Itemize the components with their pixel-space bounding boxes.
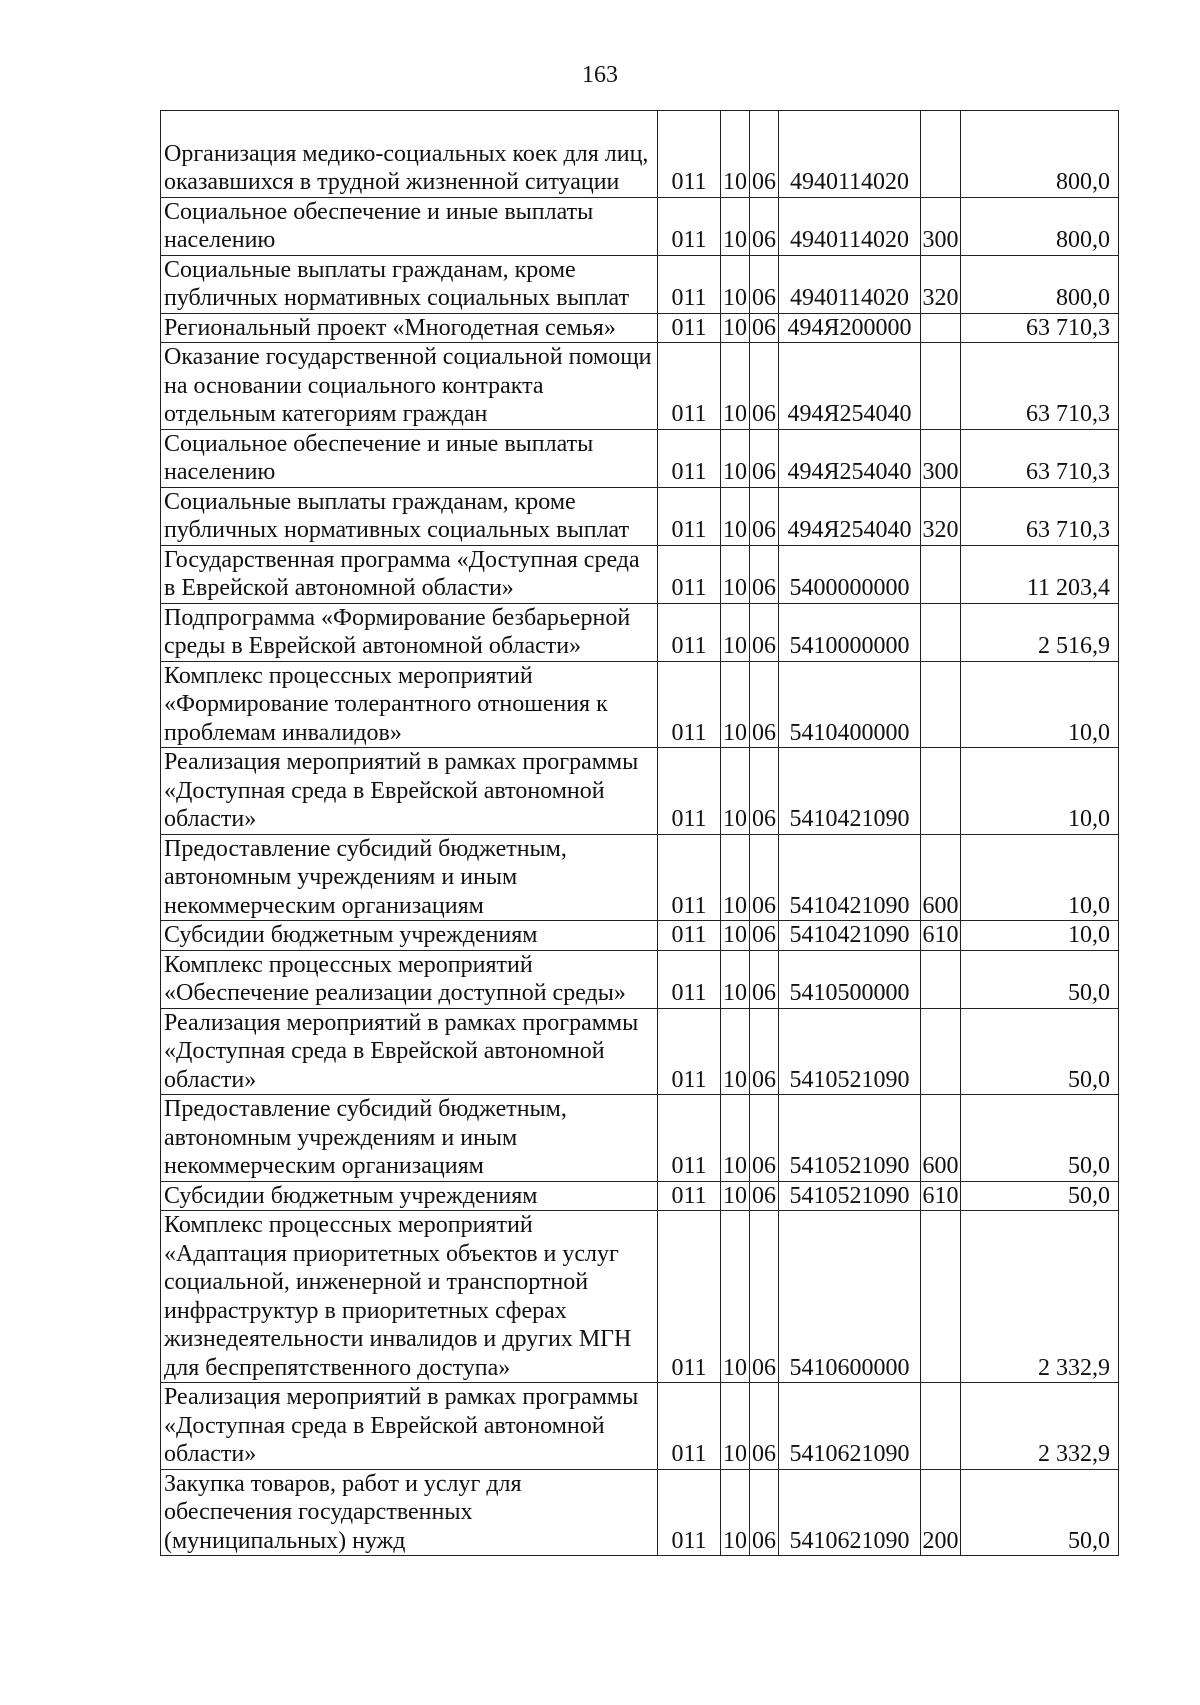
amount-cell: 10,0 <box>961 661 1119 748</box>
table-row <box>161 1181 1119 1211</box>
expense-type-code-cell <box>921 661 961 748</box>
section-code-cell: 10 <box>721 748 750 835</box>
table-row <box>161 197 1119 255</box>
table-row <box>161 834 1119 921</box>
subsection-code-cell: 06 <box>750 429 779 487</box>
row-name-cell: Субсидии бюджетным учреждениям <box>161 921 658 951</box>
expense-type-code-cell: 300 <box>921 429 961 487</box>
table-row <box>161 545 1119 603</box>
subsection-code-cell: 06 <box>750 1383 779 1470</box>
amount-cell: 50,0 <box>961 1181 1119 1211</box>
row-name-cell: Социальные выплаты гражданам, кроме публичных нормативных социальных выплат <box>161 487 658 545</box>
row-name-cell: Оказание государственной социальной помощи на основании социального контракта отдельным категориям граждан <box>161 343 658 430</box>
subsection-code-cell: 06 <box>750 1095 779 1182</box>
target-article-code-cell: 4940114020 <box>779 197 921 255</box>
row-name-cell: Предоставление субсидий бюджетным, автономным учреждениям и иным некоммерческим организациям <box>161 1095 658 1182</box>
table-row <box>161 748 1119 835</box>
ministry-code-cell: 011 <box>658 1181 721 1211</box>
section-code-cell: 10 <box>721 255 750 313</box>
amount-cell: 63 710,3 <box>961 313 1119 343</box>
expense-type-code-cell <box>921 111 961 198</box>
table-row <box>161 1211 1119 1383</box>
ministry-code-cell: 011 <box>658 834 721 921</box>
ministry-code-cell: 011 <box>658 1008 721 1095</box>
section-code-cell: 10 <box>721 950 750 1008</box>
target-article-code-cell: 4940114020 <box>779 255 921 313</box>
amount-cell: 63 710,3 <box>961 487 1119 545</box>
section-code-cell: 10 <box>721 313 750 343</box>
section-code-cell: 10 <box>721 487 750 545</box>
amount-cell: 50,0 <box>961 1008 1119 1095</box>
target-article-code-cell: 5410621090 <box>779 1469 921 1556</box>
row-name-cell: Комплекс процессных мероприятий «Адаптация приоритетных объектов и услуг социальной, инженерной и транспортной инфраструктур в приоритетных сферах жизнедеятельности инвалидов и других МГН для беспрепятственного доступа» <box>161 1211 658 1383</box>
target-article-code-cell: 5410400000 <box>779 661 921 748</box>
target-article-code-cell: 5400000000 <box>779 545 921 603</box>
amount-cell: 800,0 <box>961 197 1119 255</box>
amount-cell: 2 332,9 <box>961 1383 1119 1470</box>
expense-type-code-cell <box>921 343 961 430</box>
table-row <box>161 313 1119 343</box>
expense-type-code-cell: 600 <box>921 834 961 921</box>
expense-type-code-cell <box>921 545 961 603</box>
row-name-cell: Комплекс процессных мероприятий «Формирование толерантного отношения к проблемам инвалидов» <box>161 661 658 748</box>
expense-type-code-cell: 300 <box>921 197 961 255</box>
expense-type-code-cell: 320 <box>921 487 961 545</box>
row-name-cell: Реализация мероприятий в рамках программы «Доступная среда в Еврейской автономной области» <box>161 1008 658 1095</box>
section-code-cell: 10 <box>721 1095 750 1182</box>
section-code-cell: 10 <box>721 429 750 487</box>
section-code-cell: 10 <box>721 545 750 603</box>
expense-type-code-cell: 610 <box>922 1182 959 1209</box>
amount-cell: 800,0 <box>961 111 1119 198</box>
target-article-code-cell: 5410600000 <box>779 1211 921 1383</box>
amount-cell: 63 710,3 <box>961 343 1119 430</box>
target-article-code-cell: 494Я254040 <box>779 343 921 430</box>
target-article-code-cell: 5410521090 <box>779 1008 921 1095</box>
table-row <box>161 487 1119 545</box>
ministry-code-cell: 011 <box>658 487 721 545</box>
row-name-cell: Государственная программа «Доступная среда в Еврейской автономной области» <box>161 545 658 603</box>
ministry-code-cell: 011 <box>658 197 721 255</box>
amount-cell: 63 710,3 <box>961 429 1119 487</box>
section-code-cell: 10 <box>721 343 750 430</box>
target-article-code-cell: 494Я254040 <box>779 487 921 545</box>
ministry-code-cell: 011 <box>658 1383 721 1470</box>
expense-type-code-cell: 200 <box>921 1469 961 1556</box>
table-row <box>161 1095 1119 1182</box>
row-name-cell: Социальное обеспечение и иные выплаты населению <box>161 197 658 255</box>
target-article-code-cell: 5410621090 <box>779 1383 921 1470</box>
row-name-cell: Подпрограмма «Формирование безбарьерной среды в Еврейской автономной области» <box>161 603 658 661</box>
ministry-code-cell: 011 <box>658 111 721 198</box>
amount-cell: 50,0 <box>961 1095 1119 1182</box>
section-code-cell: 10 <box>721 197 750 255</box>
section-code-cell: 10 <box>721 661 750 748</box>
row-name-cell: Реализация мероприятий в рамках программы «Доступная среда в Еврейской автономной области» <box>161 748 658 835</box>
page-number: 163 <box>582 62 618 88</box>
expense-type-code-cell: 320 <box>921 255 961 313</box>
amount-cell: 11 203,4 <box>961 545 1119 603</box>
section-code-cell: 10 <box>721 1383 750 1470</box>
row-name-cell: Организация медико-социальных коек для лиц, оказавшихся в трудной жизненной ситуации <box>161 111 658 198</box>
expense-type-code-cell <box>921 950 961 1008</box>
row-name-cell: Комплекс процессных мероприятий «Обеспечение реализации доступной среды» <box>161 950 658 1008</box>
table-row <box>161 1008 1119 1095</box>
subsection-code-cell: 06 <box>750 1211 779 1383</box>
table-row <box>161 1383 1119 1470</box>
row-name-cell: Предоставление субсидий бюджетным, автономным учреждениям и иным некоммерческим организациям <box>161 834 658 921</box>
table-row <box>161 343 1119 430</box>
subsection-code-cell: 06 <box>750 255 779 313</box>
subsection-code-cell: 06 <box>750 921 779 951</box>
ministry-code-cell: 011 <box>658 255 721 313</box>
row-name-cell: Субсидии бюджетным учреждениям <box>161 1181 658 1211</box>
subsection-code-cell: 06 <box>750 1181 779 1211</box>
expense-type-code-cell: 610 <box>922 922 959 948</box>
target-article-code-cell: 494Я200000 <box>779 313 921 343</box>
subsection-code-cell: 06 <box>750 545 779 603</box>
expense-type-code-cell <box>921 1211 961 1383</box>
row-name-cell: Социальное обеспечение и иные выплаты населению <box>161 429 658 487</box>
table-row <box>161 661 1119 748</box>
ministry-code-cell: 011 <box>658 1211 721 1383</box>
subsection-code-cell: 06 <box>750 834 779 921</box>
expense-type-code-cell <box>921 1383 961 1470</box>
expense-type-code-cell <box>921 1008 961 1095</box>
section-code-cell: 10 <box>721 921 750 951</box>
subsection-code-cell: 06 <box>750 197 779 255</box>
amount-cell: 2 516,9 <box>961 603 1119 661</box>
section-code-cell: 10 <box>721 1469 750 1556</box>
section-code-cell: 10 <box>721 111 750 198</box>
subsection-code-cell: 06 <box>750 950 779 1008</box>
row-name-cell: Закупка товаров, работ и услуг для обеспечения государственных (муниципальных) нужд <box>161 1469 658 1556</box>
ministry-code-cell: 011 <box>658 429 721 487</box>
subsection-code-cell: 06 <box>750 111 779 198</box>
section-code-cell: 10 <box>721 603 750 661</box>
ministry-code-cell: 011 <box>658 950 721 1008</box>
table-row <box>161 111 1119 198</box>
expense-type-code-cell <box>921 313 961 343</box>
target-article-code-cell: 5410521090 <box>779 1181 921 1211</box>
target-article-code-cell: 5410421090 <box>779 748 921 835</box>
target-article-code-cell: 5410421090 <box>779 834 921 921</box>
table-row <box>161 921 1119 951</box>
amount-cell: 10,0 <box>961 921 1119 951</box>
ministry-code-cell: 011 <box>658 921 721 951</box>
section-code-cell: 10 <box>721 834 750 921</box>
expense-type-code-cell <box>921 748 961 835</box>
ministry-code-cell: 011 <box>658 661 721 748</box>
amount-cell: 50,0 <box>961 1469 1119 1556</box>
table-body <box>161 111 1119 1556</box>
table-row <box>161 255 1119 313</box>
subsection-code-cell: 06 <box>750 748 779 835</box>
subsection-code-cell: 06 <box>750 487 779 545</box>
section-code-cell: 10 <box>721 1211 750 1383</box>
subsection-code-cell: 06 <box>750 1008 779 1095</box>
expense-type-code-cell <box>921 603 961 661</box>
amount-cell: 10,0 <box>961 834 1119 921</box>
subsection-code-cell: 06 <box>750 1469 779 1556</box>
ministry-code-cell: 011 <box>658 313 721 343</box>
amount-cell: 10,0 <box>961 748 1119 835</box>
target-article-code-cell: 5410500000 <box>779 950 921 1008</box>
ministry-code-cell: 011 <box>658 343 721 430</box>
expense-type-code-cell: 600 <box>921 1095 961 1182</box>
ministry-code-cell: 011 <box>658 748 721 835</box>
subsection-code-cell: 06 <box>750 343 779 430</box>
table-row <box>161 603 1119 661</box>
budget-table <box>160 110 1119 1556</box>
subsection-code-cell: 06 <box>750 603 779 661</box>
table-row <box>161 1469 1119 1556</box>
subsection-code-cell: 06 <box>750 661 779 748</box>
target-article-code-cell: 5410421090 <box>779 921 921 951</box>
ministry-code-cell: 011 <box>658 603 721 661</box>
table-row <box>161 429 1119 487</box>
amount-cell: 2 332,9 <box>961 1211 1119 1383</box>
target-article-code-cell: 494Я254040 <box>779 429 921 487</box>
subsection-code-cell: 06 <box>750 313 779 343</box>
row-name-cell: Социальные выплаты гражданам, кроме публичных нормативных социальных выплат <box>161 255 658 313</box>
section-code-cell: 10 <box>721 1181 750 1211</box>
ministry-code-cell: 011 <box>658 1095 721 1182</box>
ministry-code-cell: 011 <box>658 545 721 603</box>
amount-cell: 800,0 <box>961 255 1119 313</box>
target-article-code-cell: 5410521090 <box>779 1095 921 1182</box>
row-name-cell: Реализация мероприятий в рамках программы «Доступная среда в Еврейской автономной области» <box>161 1383 658 1470</box>
target-article-code-cell: 4940114020 <box>779 111 921 198</box>
amount-cell: 50,0 <box>961 950 1119 1008</box>
section-code-cell: 10 <box>721 1008 750 1095</box>
target-article-code-cell: 5410000000 <box>779 603 921 661</box>
row-name-cell: Региональный проект «Многодетная семья» <box>161 313 658 343</box>
table-row <box>161 950 1119 1008</box>
ministry-code-cell: 011 <box>658 1469 721 1556</box>
